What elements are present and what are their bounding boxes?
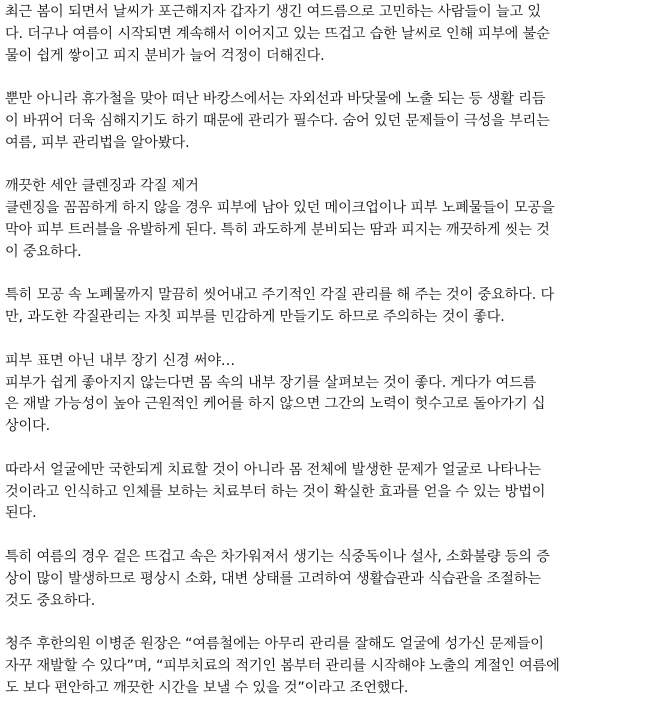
paragraph-4 <box>5 285 651 329</box>
text-line: 다. 더구나 여름이 시작되면 계속해서 이어지고 있는 뜨겁고 습한 날씨로 인해 피부에 불순 <box>5 25 550 42</box>
section-heading: 깨끗한 세안 클렌징과 각질 제거 <box>5 178 199 195</box>
paragraph-3 <box>5 176 651 263</box>
article-body <box>5 2 651 700</box>
text-line: 특히 여름의 경우 겉은 뜨겁고 속은 차가워져서 생기는 식중독이나 설사, 소화불량 등의 증 <box>5 548 550 565</box>
text-line: 것도 중요하다. <box>5 592 96 609</box>
text-line: 피부가 쉽게 좋아지지 않는다면 몸 속의 내부 장기를 살펴보는 것이 좋다. 게다가 여드름 <box>5 374 537 391</box>
section-heading: 피부 표면 아닌 내부 장기 신경 써야… <box>5 352 235 369</box>
paragraph-2 <box>5 89 651 154</box>
paragraph-spacer <box>5 525 651 547</box>
paragraph-8 <box>5 634 651 699</box>
text-line: 클렌징을 꼼꼼하게 하지 않을 경우 피부에 남아 있던 메이크업이나 피부 노폐물들이 모공을 <box>5 200 555 217</box>
text-line: 은 재발 가능성이 높아 근원적인 케어를 하지 않으면 그간의 노력이 헛수고로 돌아가기 십 <box>5 396 546 413</box>
paragraph-spacer <box>5 329 651 351</box>
text-line: 자꾸 재발할 수 있다”며, “피부치료의 적기인 봄부터 관리를 시작해야 노출의 계절인 여름에 <box>5 657 560 674</box>
text-line: 상이 많이 발생하므로 평상시 소화, 대변 상태를 고려하여 생활습관과 식습관을 조절하는 <box>5 570 541 587</box>
paragraph-7 <box>5 547 651 612</box>
paragraph-spacer <box>5 612 651 634</box>
paragraph-5 <box>5 351 651 438</box>
text-line: 이 중요하다. <box>5 243 82 260</box>
text-line: 상이다. <box>5 418 51 435</box>
paragraph-spacer <box>5 438 651 460</box>
text-line: 것이라고 인식하고 인체를 보하는 치료부터 하는 것이 확실한 효과를 얻을 수 있는 방법이 <box>5 483 546 500</box>
paragraph-1 <box>5 2 651 67</box>
paragraph-spacer <box>5 67 651 89</box>
text-line: 특히 모공 속 노폐물까지 말끔히 씻어내고 주기적인 각질 관리를 해 주는 것이 중요하다. 다 <box>5 287 555 304</box>
text-line: 물이 쉽게 쌓이고 피지 분비가 늘어 걱정이 더해진다. <box>5 47 325 64</box>
text-line: 최근 봄이 되면서 날씨가 포근해지자 갑자기 생긴 여드름으로 고민하는 사람들이 늘고 있 <box>5 4 541 20</box>
text-line: 이 바뀌어 더욱 심해지기도 하기 때문에 관리가 필수다. 숨어 있던 문제들이 극성을 부리는 <box>5 112 550 129</box>
paragraph-spacer <box>5 264 651 286</box>
text-line: 여름, 피부 관리법을 알아봤다. <box>5 134 190 151</box>
text-line: 청주 후한의원 이병준 원장은 “여름철에는 아무리 관리를 잘해도 얼굴에 성가신 문제들이 <box>5 636 544 653</box>
text-line: 따라서 얼굴에만 국한되게 치료할 것이 아니라 몸 전체에 발생한 문제가 얼굴로 나타나는 <box>5 461 541 478</box>
paragraph-6 <box>5 460 651 525</box>
text-line: 만, 과도한 각질관리는 자칫 피부를 민감하게 만들기도 하므로 주의하는 것이 좋다. <box>5 309 505 326</box>
text-line: 도 보다 편안하고 깨끗한 시간을 보낼 수 있을 것”이라고 조언했다. <box>5 679 409 696</box>
text-line: 뿐만 아니라 휴가철을 맞아 떠난 바캉스에서는 자외선과 바닷물에 노출 되는 등 생활 리듬 <box>5 91 546 108</box>
text-line: 막아 피부 트러블을 유발하게 된다. 특히 과도하게 분비되는 땀과 피지는 깨끗하게 씻는 것 <box>5 221 550 238</box>
paragraph-spacer <box>5 155 651 177</box>
text-line: 된다. <box>5 505 37 522</box>
